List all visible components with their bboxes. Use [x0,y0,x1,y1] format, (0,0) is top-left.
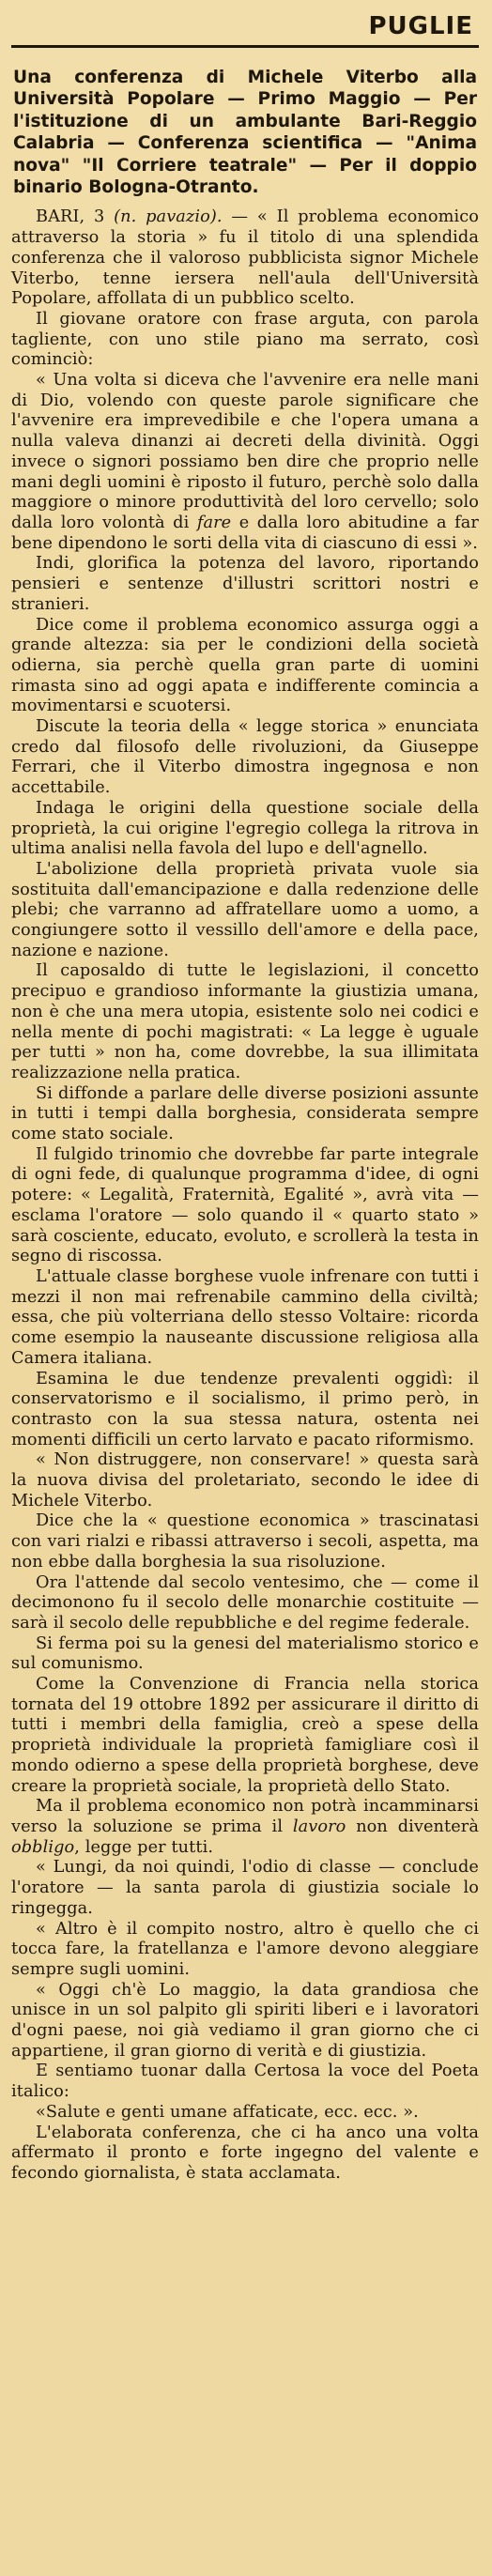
article-paragraph: Ora l'attende dal secolo ventesimo, che — come il decimonono fu il secolo delle monarchie costituite — sarà il secolo delle repubbliche e del regime federale. [11,1572,479,1633]
article-headline: Una conferenza di Michele Viterbo alla Università Popolare — Primo Maggio — Per l'istituzione di un ambulante Bari-Reggio Calabria — Conferenza scientifica — "Anima nova" "Il Corriere teatrale" — Per il doppio binario Bologna-Otranto. [13,68,477,198]
article-paragraph: « Altro è il compito nostro, altro è quello che ci tocca fare, la fratellanza e l'amore devono aleggiare sempre sugli uomini. [11,1919,479,1979]
article-paragraph: Indi, glorifica la potenza del lavoro, riportando pensieri e sentenze d'illustri scrittori nostri e stranieri. [11,554,479,614]
article-paragraph: « Non distruggere, non conservare! » questa sarà la nuova divisa del proletariato, secondo le idee di Michele Viterbo. [11,1450,479,1510]
article-paragraph: « Oggi ch'è Lo maggio, la data grandiosa che unisce in un sol palpito gli spiriti liberi e i lavoratori d'ogni paese, noi già vediamo il gran giorno che ci appartiene, il gran giorno di verità e di giustizia. [11,1980,479,2061]
paragraph-text: — « Il problema economico attraverso la storia » fu il titolo di una splendida conferenza che il valoroso pubblicista signor Michele Viterbo, tenne iersera nell'aula dell'Università Popolare, affollata di un pubblico scelto. [11,207,479,309]
section-title: PUGLIE [368,12,473,40]
article-paragraph: « Lungi, da noi quindi, l'odio di classe — conclude l'oratore — la santa parola di giustizia sociale lo ringegga. [11,1858,479,1918]
article-paragraph: « Una volta si diceva che l'avvenire era nelle mani di Dio, volendo con queste parole significare che l'avvenire era imprevedibile e che l'opera umana a nulla valeva dinanzi ai decreti della divinità. Oggi invece o signori possiamo ben dire che proprio nelle mani degli uomini è riposto il futuro, perchè solo dalla maggiore o minore produttività del loro cervello; solo dalla loro volontà di fare e dalla loro abitudine a far bene dipendono le sorti della vita di ciascuno di essi ». [11,371,479,553]
article-paragraph: Dice come il problema economico assurga oggi a grande altezza: sia per le condizioni della società odierna, sia perchè quella gran parte di uomini rimasta sino ad oggi apata e indifferente comincia a movimentarsi e scuotersi. [11,615,479,716]
article-paragraph: Si ferma poi su la genesi del materialismo storico e sul comunismo. [11,1633,479,1674]
article-paragraph: Discute la teoria della « legge storica » enunciata credo dal filosofo delle rivoluzioni, da Giuseppe Ferrari, che il Viterbo dimostra ingegnosa e non accettabile. [11,717,479,798]
article-paragraph: Il caposaldo di tutte le legislazioni, il concetto precipuo e grandioso informante la giustizia umana, non è che una mera utopia, esistente solo nei codici e nella mente di pochi magistrati: « La legge è uguale per tutti » non ha, come dovrebbe, la sua illimitata realizzazione nella pratica. [11,961,479,1082]
article-paragraph: Esamina le due tendenze prevalenti oggidì: il conservatorismo e il socialismo, il primo però, in contrasto con la sua stessa natura, ostenta nei momenti difficili un certo larvato e pacato riformismo. [11,1369,479,1449]
article-paragraph: Ma il problema economico non potrà incamminarsi verso la soluzione se prima il lavoro non diventerà obbligo, legge per tutti. [11,1797,480,1857]
article-paragraph: Si diffonde a parlare delle diverse posizioni assunte in tutti i tempi dalla borghesia, considerata sempre come stato sociale. [11,1083,479,1144]
article-paragraph: Il giovane oratore con frase arguta, con parola tagliente, con uno stile piano ma serrato, così cominciò: [11,309,479,370]
article-paragraph: Indaga le origini della questione sociale della proprietà, la cui origine l'egregio collega la ritrova in ultima analisi nella favola del lupo e dell'agnello. [11,798,479,859]
article-paragraph: Il fulgido trinomio che dovrebbe far parte integrale di ogni fede, di qualunque programma d'idee, di ogni potere: « Legalità, Fraternità, Egalité », avrà vita — esclama l'oratore — solo quando il « quarto stato » sarà cosciente, educato, evoluto, e scrollerà la testa in segno di riscossa. [11,1144,479,1266]
article-paragraph: L'attuale classe borghese vuole infrenare con tutti i mezzi il non mai refrenabile cammino della civiltà; essa, che più volterriana dello stesso Voltaire: ricorda come esempio la nauseante discussione religiosa alla Camera italiana. [11,1267,479,1368]
dateline-note: (n. pavazio). [114,207,223,227]
article-paragraph: Dice che la « questione economica » trascinatasi con vari rialzi e ribassi attraverso i secoli, aspetta, ma non ebbe dalla borghesia la sua risoluzione. [11,1511,479,1572]
article-paragraph [11,207,479,310]
section-header [11,8,479,48]
article-paragraph: L'elaborata conferenza, che ci ha anco una volta affermato il pronto e forte ingegno del valente e fecondo giornalista, è stata acclamata. [11,2123,479,2183]
article-paragraph: Come la Convenzione di Francia nella storica tornata del 19 ottobre 1892 per assicurare il diritto di tutti i membri della famiglia, creò a spese della proprietà individuale la proprietà famigliare così il mondo odierno a spese della proprietà borghese, deve creare la proprietà sociale, la proprietà dello Stato. [11,1675,479,1796]
article-paragraph: «Salute e genti umane affaticate, ecc. ecc. ». [36,2102,419,2122]
article-body [11,207,479,2184]
article-paragraph: E sentiamo tuonar dalla Certosa la voce del Poeta italico: [11,2062,479,2102]
dateline-place: BARI, 3 [36,207,105,227]
article-paragraph: L'abolizione della proprietà privata vuole sia sostituita dall'emancipazione e dalla redenzione delle plebi; che varranno ad affratellare uomo a uomo, a congiungere sotto il vessillo dell'amore e della pace, nazione e nazione. [11,859,479,960]
